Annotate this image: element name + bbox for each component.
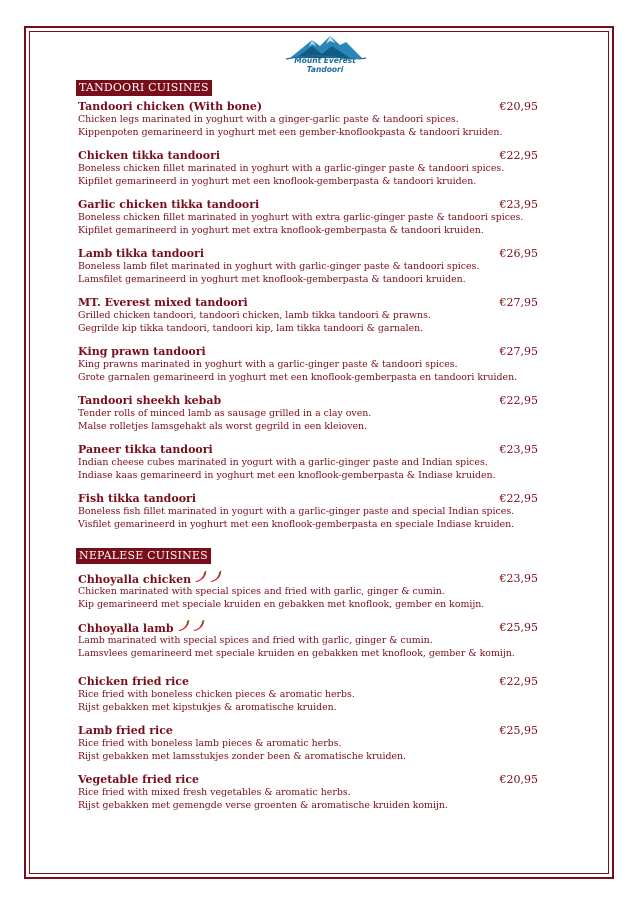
item-description-en: Chicken legs marinated in yoghurt with a ginger-garlic paste & tandoori spices. bbox=[78, 114, 459, 125]
item-description-nl: Rijst gebakken met kipstukjes & aromatische kruiden. bbox=[78, 702, 337, 713]
item-description-nl: Rijst gebakken met gemengde verse groenten & aromatische kruiden komijn. bbox=[78, 800, 448, 811]
menu-item bbox=[78, 393, 540, 433]
menu-item bbox=[78, 99, 540, 139]
item-name: Lamb fried rice bbox=[78, 723, 173, 737]
chili-pepper-icon bbox=[176, 620, 206, 635]
chili-pepper-icon bbox=[193, 571, 223, 586]
item-description-en: Grilled chicken tandoori, tandoori chicken, lamb tikka tandoori & prawns. bbox=[78, 310, 431, 321]
item-description-en: Boneless lamb filet marinated in yoghurt with garlic-ginger paste & tandoori spices. bbox=[78, 261, 480, 272]
item-price: €22,95 bbox=[499, 393, 538, 407]
logo-line-1: Mount Everest bbox=[294, 56, 356, 65]
logo-text bbox=[282, 57, 368, 74]
menu-item bbox=[78, 246, 540, 286]
menu-item bbox=[78, 148, 540, 188]
item-description-nl: Indiase kaas gemarineerd in yoghurt met een knoflook-gemberpasta & Indiase kruiden. bbox=[78, 470, 496, 481]
item-description-nl: Gegrilde kip tikka tandoori, tandoori kip, lam tikka tandoori & garnalen. bbox=[78, 323, 424, 334]
item-description-en: Boneless chicken fillet marinated in yoghurt with extra garlic-ginger paste & tandoori spices. bbox=[78, 212, 524, 223]
item-name bbox=[78, 620, 206, 635]
item-description-nl: Visfilet gemarineerd in yoghurt met een knoflook-gemberpasta en speciale Indiase kruiden. bbox=[78, 519, 515, 530]
menu-item bbox=[78, 620, 540, 660]
menu-item bbox=[78, 442, 540, 482]
item-price: €27,95 bbox=[499, 295, 538, 309]
item-description-nl: Kippenpoten gemarineerd in yoghurt met een gember-knoflookpasta & tandoori kruiden. bbox=[78, 127, 503, 138]
item-name: Tandoori sheekh kebab bbox=[78, 393, 222, 407]
item-description-en: Tender rolls of minced lamb as sausage grilled in a clay oven. bbox=[78, 408, 372, 419]
item-description-en: Rice fried with boneless chicken pieces & aromatic herbs. bbox=[78, 689, 355, 700]
item-name: Vegetable fried rice bbox=[78, 772, 200, 786]
item-name: Lamb tikka tandoori bbox=[78, 246, 205, 260]
section-title-tandoori: TANDOORI CUISINES bbox=[76, 80, 212, 96]
item-price: €20,95 bbox=[499, 772, 538, 786]
item-price: €23,95 bbox=[499, 571, 538, 585]
menu-item bbox=[78, 295, 540, 335]
item-price: €22,95 bbox=[499, 148, 538, 162]
item-name: Tandoori chicken (With bone) bbox=[78, 99, 263, 113]
item-name-text: Chhoyalla chicken bbox=[78, 572, 192, 586]
menu-item bbox=[78, 197, 540, 237]
item-name: MT. Everest mixed tandoori bbox=[78, 295, 248, 309]
item-description-en: Lamb marinated with special spices and fried with garlic, ginger & cumin. bbox=[78, 635, 433, 646]
item-description-en: Boneless chicken fillet marinated in yoghurt with a garlic-ginger paste & tandoori spices. bbox=[78, 163, 505, 174]
item-name: Paneer tikka tandoori bbox=[78, 442, 213, 456]
item-description-en: Indian cheese cubes marinated in yogurt with a garlic-ginger paste and Indian spices. bbox=[78, 457, 488, 468]
item-name-text: Chhoyalla lamb bbox=[78, 621, 174, 635]
item-description-en: Rice fried with boneless lamb pieces & aromatic herbs. bbox=[78, 738, 342, 749]
item-price: €23,95 bbox=[499, 197, 538, 211]
menu-item bbox=[78, 772, 540, 812]
item-price: €26,95 bbox=[499, 246, 538, 260]
item-description-en: Rice fried with mixed fresh vegetables & aromatic herbs. bbox=[78, 787, 351, 798]
menu-item bbox=[78, 674, 540, 714]
item-description-nl: Rijst gebakken met lamsstukjes zonder been & aromatische kruiden. bbox=[78, 751, 407, 762]
item-price: €25,95 bbox=[499, 620, 538, 634]
item-name: Chicken fried rice bbox=[78, 674, 189, 688]
item-description-en: Boneless fish fillet marinated in yogurt with a garlic-ginger paste and special Indian spices. bbox=[78, 506, 515, 517]
menu-item bbox=[78, 571, 540, 611]
item-name: Fish tikka tandoori bbox=[78, 491, 197, 505]
menu-item bbox=[78, 491, 540, 531]
item-description-nl: Lamsfilet gemarineerd in yoghurt met knoflook-gemberpasta & tandoori kruiden. bbox=[78, 274, 466, 285]
item-name: Chicken tikka tandoori bbox=[78, 148, 221, 162]
item-description-nl: Malse rolletjes lamsgehakt als worst gegrild in een kleioven. bbox=[78, 421, 368, 432]
item-price: €27,95 bbox=[499, 344, 538, 358]
item-description-nl: Lamsvlees gemarineerd met speciale kruiden en gebakken met knoflook, gember & komijn. bbox=[78, 648, 515, 659]
item-description-nl: Kipfilet gemarineerd in yoghurt met een knoflook-gemberpasta & tandoori kruiden. bbox=[78, 176, 477, 187]
item-name bbox=[78, 571, 223, 586]
menu-item bbox=[78, 723, 540, 763]
item-name: King prawn tandoori bbox=[78, 344, 206, 358]
item-price: €22,95 bbox=[499, 674, 538, 688]
section-title-nepalese: NEPALESE CUISINES bbox=[76, 548, 211, 564]
menu-item bbox=[78, 344, 540, 384]
item-description-nl: Kipfilet gemarineerd in yoghurt met extra knoflook-gemberpasta & tandoori kruiden. bbox=[78, 225, 484, 236]
item-description-nl: Kip gemarineerd met speciale kruiden en gebakken met knoflook, gember en komijn. bbox=[78, 599, 485, 610]
item-price: €20,95 bbox=[499, 99, 538, 113]
restaurant-logo bbox=[282, 34, 368, 80]
item-description-en: Chicken marinated with special spices and fried with garlic, ginger & cumin. bbox=[78, 586, 445, 597]
item-name: Garlic chicken tikka tandoori bbox=[78, 197, 260, 211]
item-description-nl: Grote garnalen gemarineerd in yoghurt met een knoflook-gemberpasta en tandoori kruiden. bbox=[78, 372, 518, 383]
item-price: €23,95 bbox=[499, 442, 538, 456]
item-price: €22,95 bbox=[499, 491, 538, 505]
logo-line-2: Tandoori bbox=[306, 64, 344, 74]
item-description-en: King prawns marinated in yoghurt with a garlic-ginger paste & tandoori spices. bbox=[78, 359, 458, 370]
item-price: €25,95 bbox=[499, 723, 538, 737]
